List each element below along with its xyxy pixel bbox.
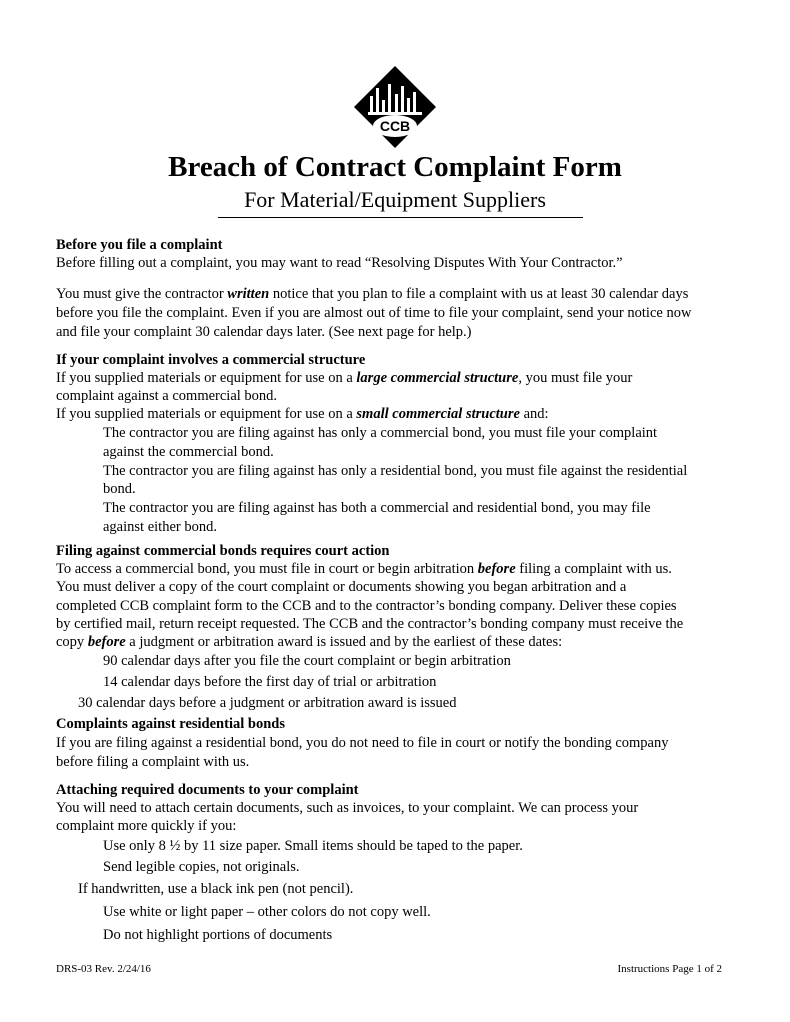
paragraph-line: complaint against a commercial bond. <box>56 388 278 404</box>
paragraph-line: You must give the contractor written notice that you plan to file a complaint with us at least 30 calendar days <box>56 286 689 302</box>
indented-line: The contractor you are filing against has only a commercial bond, you must file your complaint <box>103 425 658 441</box>
paragraph-line: To access a commercial bond, you must file in court or begin arbitration before filing a complaint with us. <box>56 561 672 577</box>
form-id: DRS-03 Rev. 2/24/16 <box>56 963 151 975</box>
section-heading-commercial-structure: If your complaint involves a commercial structure <box>56 352 366 368</box>
paragraph-line: If you supplied materials or equipment for use on a large commercial structure, you must file your <box>56 370 633 386</box>
indented-line: If handwritten, use a black ink pen (not pencil). <box>78 881 354 897</box>
section-heading-before-filing: Before you file a complaint <box>56 237 223 253</box>
paragraph-line: and file your complaint 30 calendar days later. (See next page for help.) <box>56 324 472 340</box>
page-number: Instructions Page 1 of 2 <box>617 963 722 975</box>
indented-line: against the commercial bond. <box>103 444 274 460</box>
paragraph-line: You must deliver a copy of the court complaint or documents showing you began arbitration and a <box>56 579 627 595</box>
ccb-logo <box>354 66 436 148</box>
title-rule <box>218 217 583 218</box>
paragraph-line: by certified mail, return receipt requested. The CCB and the contractor’s bonding company must receive the <box>56 616 684 632</box>
indented-line: against either bond. <box>103 519 217 535</box>
indented-line: The contractor you are filing against has both a commercial and residential bond, you may file <box>103 500 651 516</box>
indented-line: The contractor you are filing against has only a residential bond, you must file against the residential <box>103 463 688 479</box>
paragraph-line: complaint more quickly if you: <box>56 818 237 834</box>
paragraph-line: You will need to attach certain documents, such as invoices, to your complaint. We can process your <box>56 800 639 816</box>
paragraph-line: before filing a complaint with us. <box>56 754 250 770</box>
page-subtitle: For Material/Equipment Suppliers <box>244 187 546 212</box>
section-heading-commercial-bonds: Filing against commercial bonds requires court action <box>56 543 390 559</box>
logo-text: CCB <box>379 118 411 134</box>
paragraph-line: completed CCB complaint form to the CCB and to the contractor’s bonding company. Deliver these copies <box>56 598 677 614</box>
section-heading-attaching-documents: Attaching required documents to your complaint <box>56 782 359 798</box>
indented-line: 30 calendar days before a judgment or arbitration award is issued <box>78 695 457 711</box>
indented-line: Use only 8 ½ by 11 size paper. Small items should be taped to the paper. <box>103 838 523 854</box>
paragraph-line: If you supplied materials or equipment for use on a small commercial structure and: <box>56 406 549 422</box>
indented-line: bond. <box>103 481 136 497</box>
paragraph-line: copy before a judgment or arbitration award is issued and by the earliest of these dates: <box>56 634 563 650</box>
paragraph-line: Before filling out a complaint, you may want to read “Resolving Disputes With Your Contractor.” <box>56 255 623 271</box>
indented-line: 14 calendar days before the first day of trial or arbitration <box>103 674 437 690</box>
section-heading-residential-bonds: Complaints against residential bonds <box>56 716 285 732</box>
indented-line: 90 calendar days after you file the court complaint or begin arbitration <box>103 653 511 669</box>
page-title: Breach of Contract Complaint Form <box>168 151 622 183</box>
indented-line: Do not highlight portions of documents <box>103 927 333 943</box>
indented-line: Send legible copies, not originals. <box>103 859 300 875</box>
paragraph-line: before you file the complaint. Even if you are almost out of time to file your complaint, send your notice now <box>56 305 692 321</box>
indented-line: Use white or light paper – other colors do not copy well. <box>103 904 431 920</box>
paragraph-line: If you are filing against a residential bond, you do not need to file in court or notify the bonding company <box>56 735 669 751</box>
